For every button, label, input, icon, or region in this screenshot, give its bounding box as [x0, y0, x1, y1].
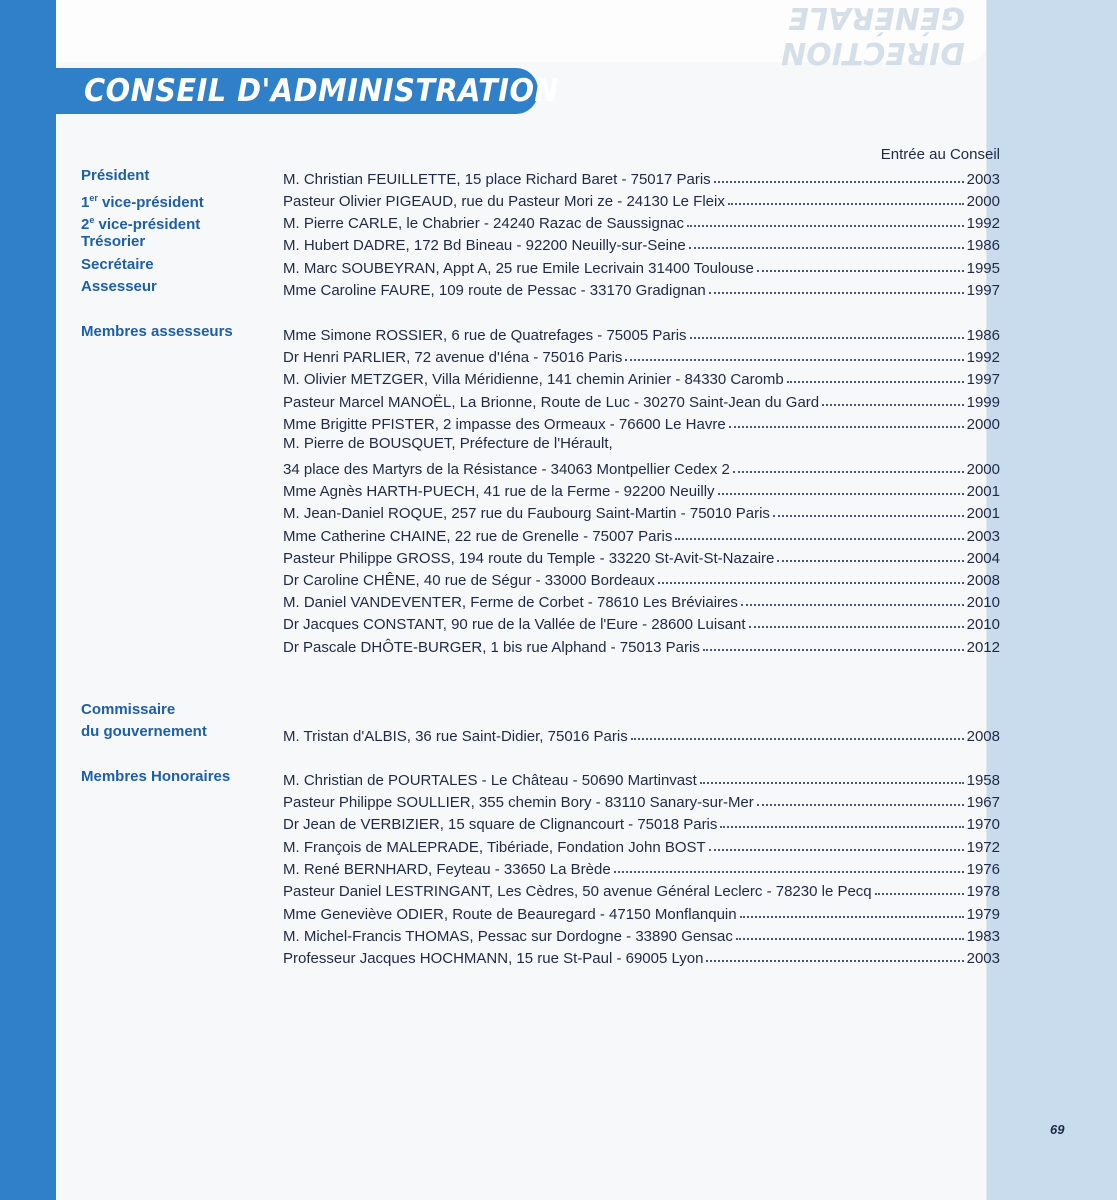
dot-leader — [728, 203, 964, 205]
member-name: Mme Geneviève ODIER, Route de Beauregard - 47150 Monflanquin — [283, 906, 737, 923]
entry-year: 1970 — [966, 816, 1000, 833]
column-header: Entrée au Conseil — [880, 146, 1000, 163]
assessor-entry — [283, 634, 1000, 656]
dot-leader — [706, 960, 963, 962]
role-second-vice-president: 2e vice-président — [81, 215, 201, 233]
member-name: M. Daniel VANDEVENTER, Ferme de Corbet - 78610 Les Bréviaires — [283, 594, 738, 611]
entry-year: 1986 — [966, 327, 1000, 344]
member-name: Mme Caroline FAURE, 109 route de Pessac - 33170 Gradignan — [283, 282, 706, 299]
member-name: Mme Brigitte PFISTER, 2 impasse des Ormeaux - 76600 Le Havre — [283, 416, 726, 433]
member-name: Mme Catherine CHAINE, 22 rue de Grenelle - 75007 Paris — [283, 528, 673, 545]
page-title: CONSEIL D'ADMINISTRATION — [84, 73, 560, 109]
entry-year: 1958 — [966, 772, 1000, 789]
assessor-entry — [283, 411, 1000, 433]
dot-leader — [687, 225, 964, 227]
assessor-entry — [283, 545, 1000, 567]
dot-leader — [658, 582, 964, 584]
entry-year: 2008 — [966, 728, 1000, 745]
assessor-entry — [283, 478, 1000, 500]
entry-year: 1999 — [966, 394, 1000, 411]
member-name: M. Michel-Francis THOMAS, Pessac sur Dordogne - 33890 Gensac — [283, 928, 733, 945]
dot-leader — [733, 471, 964, 473]
member-name: M. Jean-Daniel ROQUE, 257 rue du Faubourg Saint-Martin - 75010 Paris — [283, 505, 770, 522]
dot-leader — [822, 404, 963, 406]
dot-leader — [729, 426, 964, 428]
assessor-entry — [283, 523, 1000, 545]
entry-year: 1979 — [966, 906, 1000, 923]
member-name: M. René BERNHARD, Feyteau - 33650 La Brède — [283, 861, 611, 878]
entry-year: 1972 — [966, 839, 1000, 856]
entry-year: 2001 — [966, 505, 1000, 522]
entry-year: 1995 — [966, 260, 1000, 277]
dot-leader — [787, 381, 964, 383]
dot-leader — [740, 916, 964, 918]
honorary-entry — [283, 767, 1000, 789]
bleed-through-heading: DIRECTION GÉNÉRALE — [781, 0, 965, 70]
role-first-vice-president: 1er vice-président — [81, 193, 204, 211]
honorary-entry — [283, 856, 1000, 878]
member-name: Pasteur Philippe SOULLIER, 355 chemin Bory - 83110 Sanary-sur-Mer — [283, 794, 754, 811]
dot-leader — [675, 538, 963, 540]
dot-leader — [875, 893, 964, 895]
member-name: Mme Agnès HARTH-PUECH, 41 rue de la Ferme - 92200 Neuilly — [283, 483, 715, 500]
member-name: Dr Henri PARLIER, 72 avenue d'Iéna - 75016 Paris — [283, 349, 623, 366]
officer-entry — [283, 210, 1000, 232]
entry-year: 2001 — [966, 483, 1000, 500]
entry-year: 1992 — [966, 349, 1000, 366]
dot-leader — [718, 493, 964, 495]
entry-year: 1983 — [966, 928, 1000, 945]
officer-entry — [283, 255, 1000, 277]
officer-entry — [283, 188, 1000, 210]
entry-year: 1997 — [966, 282, 1000, 299]
entry-year: 1997 — [966, 371, 1000, 388]
entry-year: 2004 — [966, 550, 1000, 567]
assessor-entry — [283, 589, 1000, 611]
assessor-entry — [283, 611, 1000, 633]
dot-leader — [690, 337, 964, 339]
member-name: Dr Jean de VERBIZIER, 15 square de Clignancourt - 75018 Paris — [283, 816, 718, 833]
entry-year: 1976 — [966, 861, 1000, 878]
role-treasurer: Trésorier — [81, 233, 146, 250]
assessor-entry — [283, 456, 1000, 478]
entry-year: 2003 — [966, 171, 1000, 188]
assessor-entry — [283, 567, 1000, 589]
dot-leader — [720, 826, 963, 828]
entry-year: 2000 — [966, 461, 1000, 478]
dot-leader — [757, 270, 964, 272]
role-assessor: Assesseur — [81, 278, 157, 295]
entry-year: 1986 — [966, 237, 1000, 254]
member-name: Pasteur Marcel MANOËL, La Brionne, Route de Luc - 30270 Saint-Jean du Gard — [283, 394, 820, 411]
honorary-entry — [283, 878, 1000, 900]
honorary-entry — [283, 811, 1000, 833]
entry-year: 2010 — [966, 594, 1000, 611]
member-name: Dr Caroline CHÊNE, 40 rue de Ségur - 33000 Bordeaux — [283, 572, 655, 589]
member-name: Pasteur Daniel LESTRINGANT, Les Cèdres, 50 avenue Général Leclerc - 78230 le Pecq — [283, 883, 872, 900]
member-name: Dr Pascale DHÔTE-BURGER, 1 bis rue Alphand - 75013 Paris — [283, 639, 700, 656]
member-name: Professeur Jacques HOCHMANN, 15 rue St-Paul - 69005 Lyon — [283, 950, 704, 967]
right-background-strip — [987, 0, 1117, 1200]
officer-entry — [283, 166, 1000, 188]
dot-leader — [631, 738, 964, 740]
entry-year: 1978 — [966, 883, 1000, 900]
dot-leader — [741, 604, 964, 606]
honorary-entry — [283, 945, 1000, 967]
dot-leader — [749, 626, 964, 628]
member-name: Pasteur Philippe GROSS, 194 route du Temple - 33220 St-Avit-St-Nazaire — [283, 550, 775, 567]
member-name: M. Pierre CARLE, le Chabrier - 24240 Razac de Saussignac — [283, 215, 685, 232]
member-name-line1: M. Pierre de BOUSQUET, Préfecture de l'Hérault, — [283, 435, 613, 452]
member-name: M. Tristan d'ALBIS, 36 rue Saint-Didier, 75016 Paris — [283, 728, 628, 745]
dot-leader — [773, 515, 964, 517]
dot-leader — [777, 560, 963, 562]
assessor-entry — [283, 344, 1000, 366]
dot-leader — [736, 938, 964, 940]
commissioner-entry — [283, 723, 1000, 745]
entry-year: 2000 — [966, 193, 1000, 210]
role-secretary: Secrétaire — [81, 256, 154, 273]
dot-leader — [757, 804, 964, 806]
honorary-entry — [283, 834, 1000, 856]
dot-leader — [614, 871, 964, 873]
dot-leader — [689, 247, 964, 249]
role-president: Président — [81, 167, 150, 184]
assessor-entry — [283, 322, 1000, 344]
dot-leader — [700, 782, 964, 784]
entry-year: 2008 — [966, 572, 1000, 589]
assessors-label: Membres assesseurs — [81, 323, 233, 340]
entry-year: 1992 — [966, 215, 1000, 232]
member-name: M. François de MALEPRADE, Tibériade, Fondation John BOST — [283, 839, 706, 856]
page-number: 69 — [1050, 1122, 1065, 1137]
honorary-entry — [283, 789, 1000, 811]
member-name: M. Marc SOUBEYRAN, Appt A, 25 rue Emile Lecrivain 31400 Toulouse — [283, 260, 754, 277]
dot-leader — [709, 849, 964, 851]
member-name: Mme Simone ROSSIER, 6 rue de Quatrefages - 75005 Paris — [283, 327, 687, 344]
entry-year: 2000 — [966, 416, 1000, 433]
entry-year: 2010 — [966, 616, 1000, 633]
entry-year: 2003 — [966, 950, 1000, 967]
member-name: Dr Jacques CONSTANT, 90 rue de la Vallée de l'Eure - 28600 Luisant — [283, 616, 746, 633]
entry-year: 2012 — [966, 639, 1000, 656]
dot-leader — [703, 649, 964, 651]
member-name: M. Christian de POURTALES - Le Château - 50690 Martinvast — [283, 772, 697, 789]
commissioner-label-line1: Commissaire — [81, 701, 176, 718]
member-name: Pasteur Olivier PIGEAUD, rue du Pasteur Mori ze - 24130 Le Fleix — [283, 193, 725, 210]
officer-entry — [283, 232, 1000, 254]
left-color-bar — [0, 0, 56, 1200]
honorary-entry — [283, 923, 1000, 945]
member-name: M. Hubert DADRE, 172 Bd Bineau - 92200 Neuilly-sur-Seine — [283, 237, 686, 254]
officer-entry — [283, 277, 1000, 299]
member-name: M. Christian FEUILLETTE, 15 place Richard Baret - 75017 Paris — [283, 171, 711, 188]
member-name: M. Olivier METZGER, Villa Méridienne, 141 chemin Arinier - 84330 Caromb — [283, 371, 784, 388]
dot-leader — [709, 292, 964, 294]
entry-year: 1967 — [966, 794, 1000, 811]
commissioner-label-line2: du gouvernement — [81, 723, 207, 740]
member-name: 34 place des Martyrs de la Résistance - 34063 Montpellier Cedex 2 — [283, 461, 730, 478]
assessor-entry — [283, 500, 1000, 522]
dot-leader — [625, 359, 963, 361]
entry-year: 2003 — [966, 528, 1000, 545]
honorary-entry — [283, 901, 1000, 923]
honorary-label: Membres Honoraires — [81, 768, 231, 785]
dot-leader — [714, 181, 964, 183]
assessor-entry — [283, 389, 1000, 411]
assessor-entry — [283, 366, 1000, 388]
